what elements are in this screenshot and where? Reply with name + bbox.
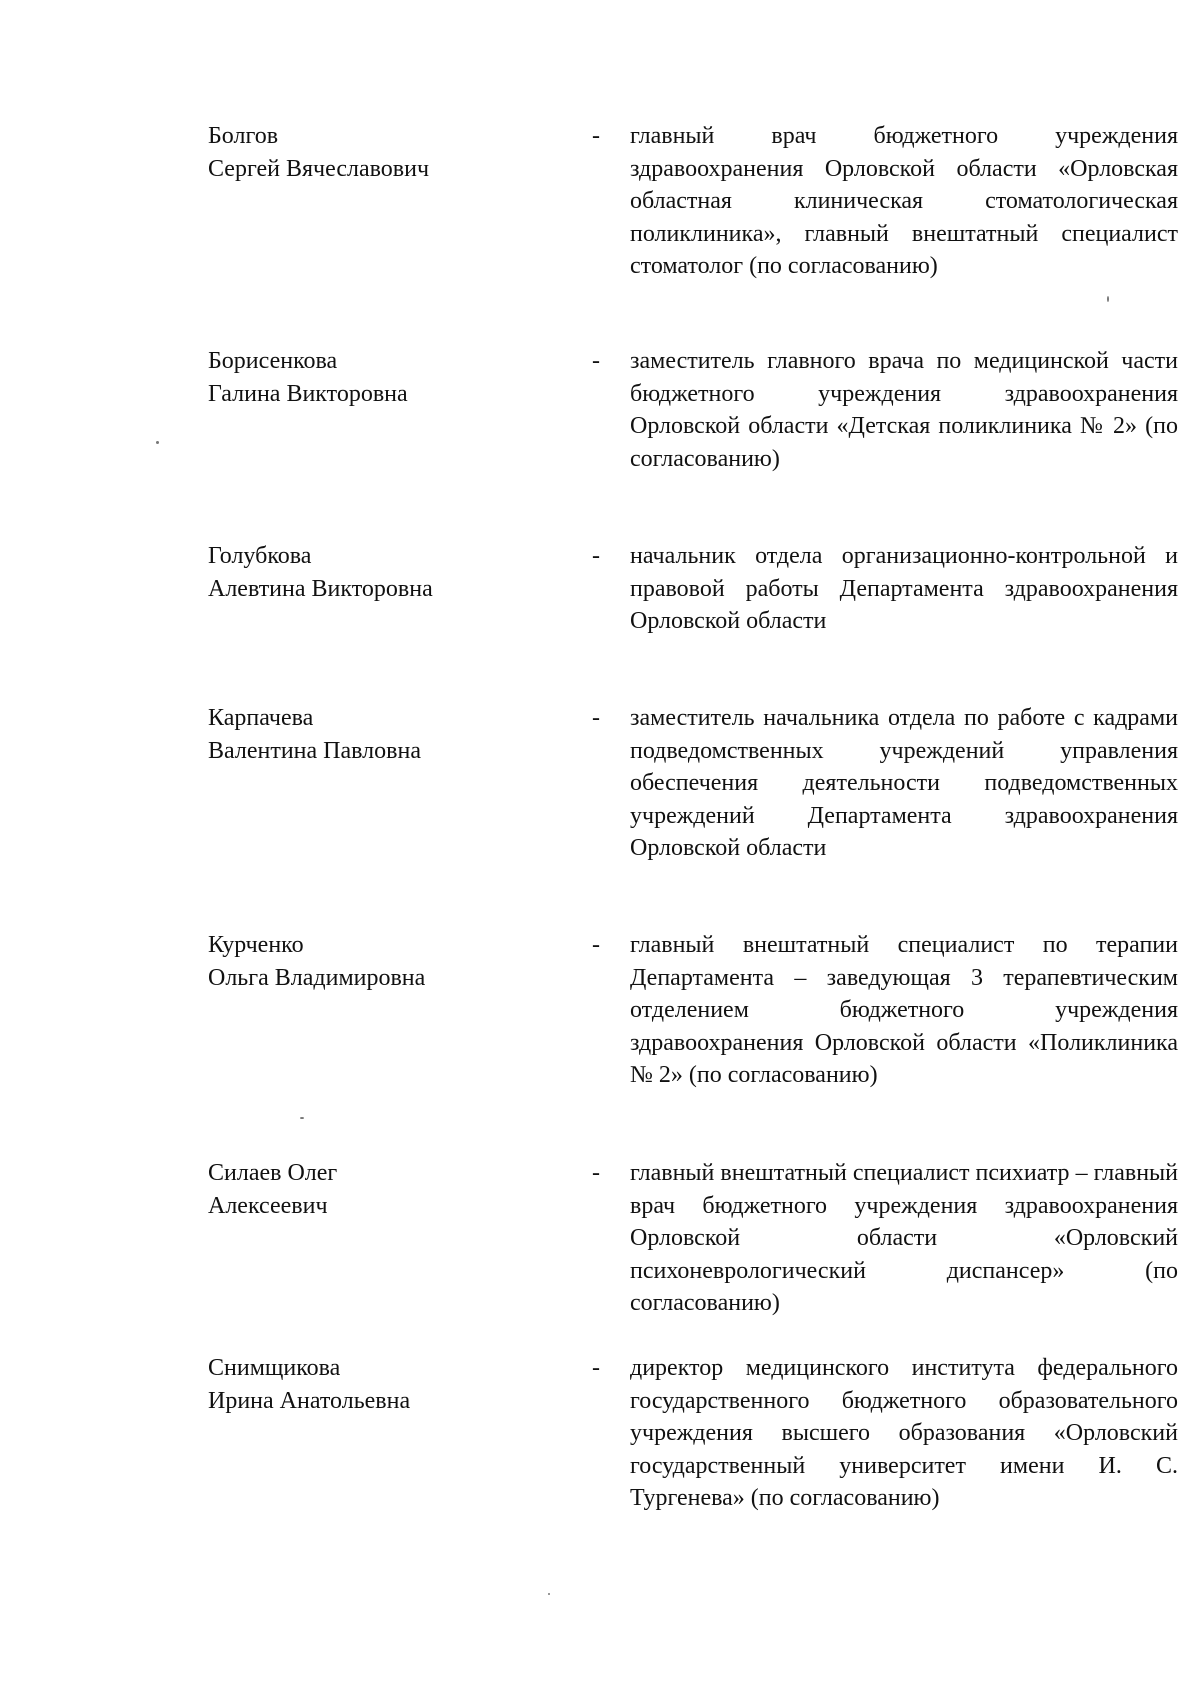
- member-given-name: Ольга Владимировна: [208, 965, 426, 991]
- member-position: заместитель начальника отдела по работе с кадрами подведомственных учреждений управления обеспечения деятельности подведомственных учреждений Департамента здравоохранения Орловской области: [630, 705, 1178, 862]
- member-given-name: Галина Викторовна: [208, 381, 408, 407]
- member-surname: Силаев Олег: [208, 1160, 338, 1186]
- member-surname: Голубкова: [208, 543, 312, 569]
- member-name: [208, 120, 538, 186]
- member-name: [208, 1157, 538, 1223]
- member-given-name: Валентина Павловна: [208, 738, 421, 764]
- dash-separator: -: [592, 1355, 600, 1381]
- member-name: [208, 345, 538, 411]
- member-position: начальник отдела организационно-контрольной и правовой работы Департамента здравоохранения Орловской области: [630, 543, 1178, 635]
- member-position: директор медицинского института федерального государственного бюджетного образовательного учреждения высшего образования «Орловский государственный университет имени И. С. Тургенева» (по согласованию): [630, 1355, 1178, 1512]
- member-surname: Болгов: [208, 123, 279, 149]
- member-position: главный врач бюджетного учреждения здравоохранения Орловской области «Орловская областная клиническая стоматологическая поликлиника», главный внештатный специалист стоматолог (по согласованию): [630, 123, 1178, 280]
- member-name: [208, 1352, 538, 1418]
- dash-separator: -: [592, 932, 600, 958]
- scan-speck: [1107, 296, 1109, 302]
- dash-separator: -: [592, 1160, 600, 1186]
- member-given-name: Алевтина Викторовна: [208, 576, 433, 602]
- member-name: [208, 929, 538, 995]
- member-surname: Карпачева: [208, 705, 314, 731]
- dash-separator: -: [592, 705, 600, 731]
- member-given-name: Сергей Вячеславович: [208, 156, 430, 182]
- member-surname: Снимщикова: [208, 1355, 341, 1381]
- member-surname: Борисенкова: [208, 348, 338, 374]
- member-position: главный внештатный специалист психиатр – главный врач бюджетного учреждения здравоохранения Орловской области «Орловский психоневрологический диспансер» (по согласованию): [630, 1160, 1178, 1317]
- member-name: [208, 702, 538, 768]
- dash-separator: -: [592, 348, 600, 374]
- dash-separator: -: [592, 123, 600, 149]
- member-name: [208, 540, 538, 606]
- member-given-name: Алексеевич: [208, 1193, 328, 1219]
- member-given-name: Ирина Анатольевна: [208, 1388, 411, 1414]
- scan-speck: [156, 441, 159, 444]
- member-position: заместитель главного врача по медицинской части бюджетного учреждения здравоохранения Орловской области «Детская поликлиника № 2» (по согласованию): [630, 348, 1178, 472]
- scan-speck: [548, 1593, 550, 1595]
- dash-separator: -: [592, 543, 600, 569]
- scan-speck: [300, 1117, 304, 1119]
- member-position: главный внештатный специалист по терапии Департамента – заведующая 3 терапевтическим отделением бюджетного учреждения здравоохранения Орловской области «Поликлиника № 2» (по согласованию): [630, 932, 1178, 1089]
- member-surname: Курченко: [208, 932, 304, 958]
